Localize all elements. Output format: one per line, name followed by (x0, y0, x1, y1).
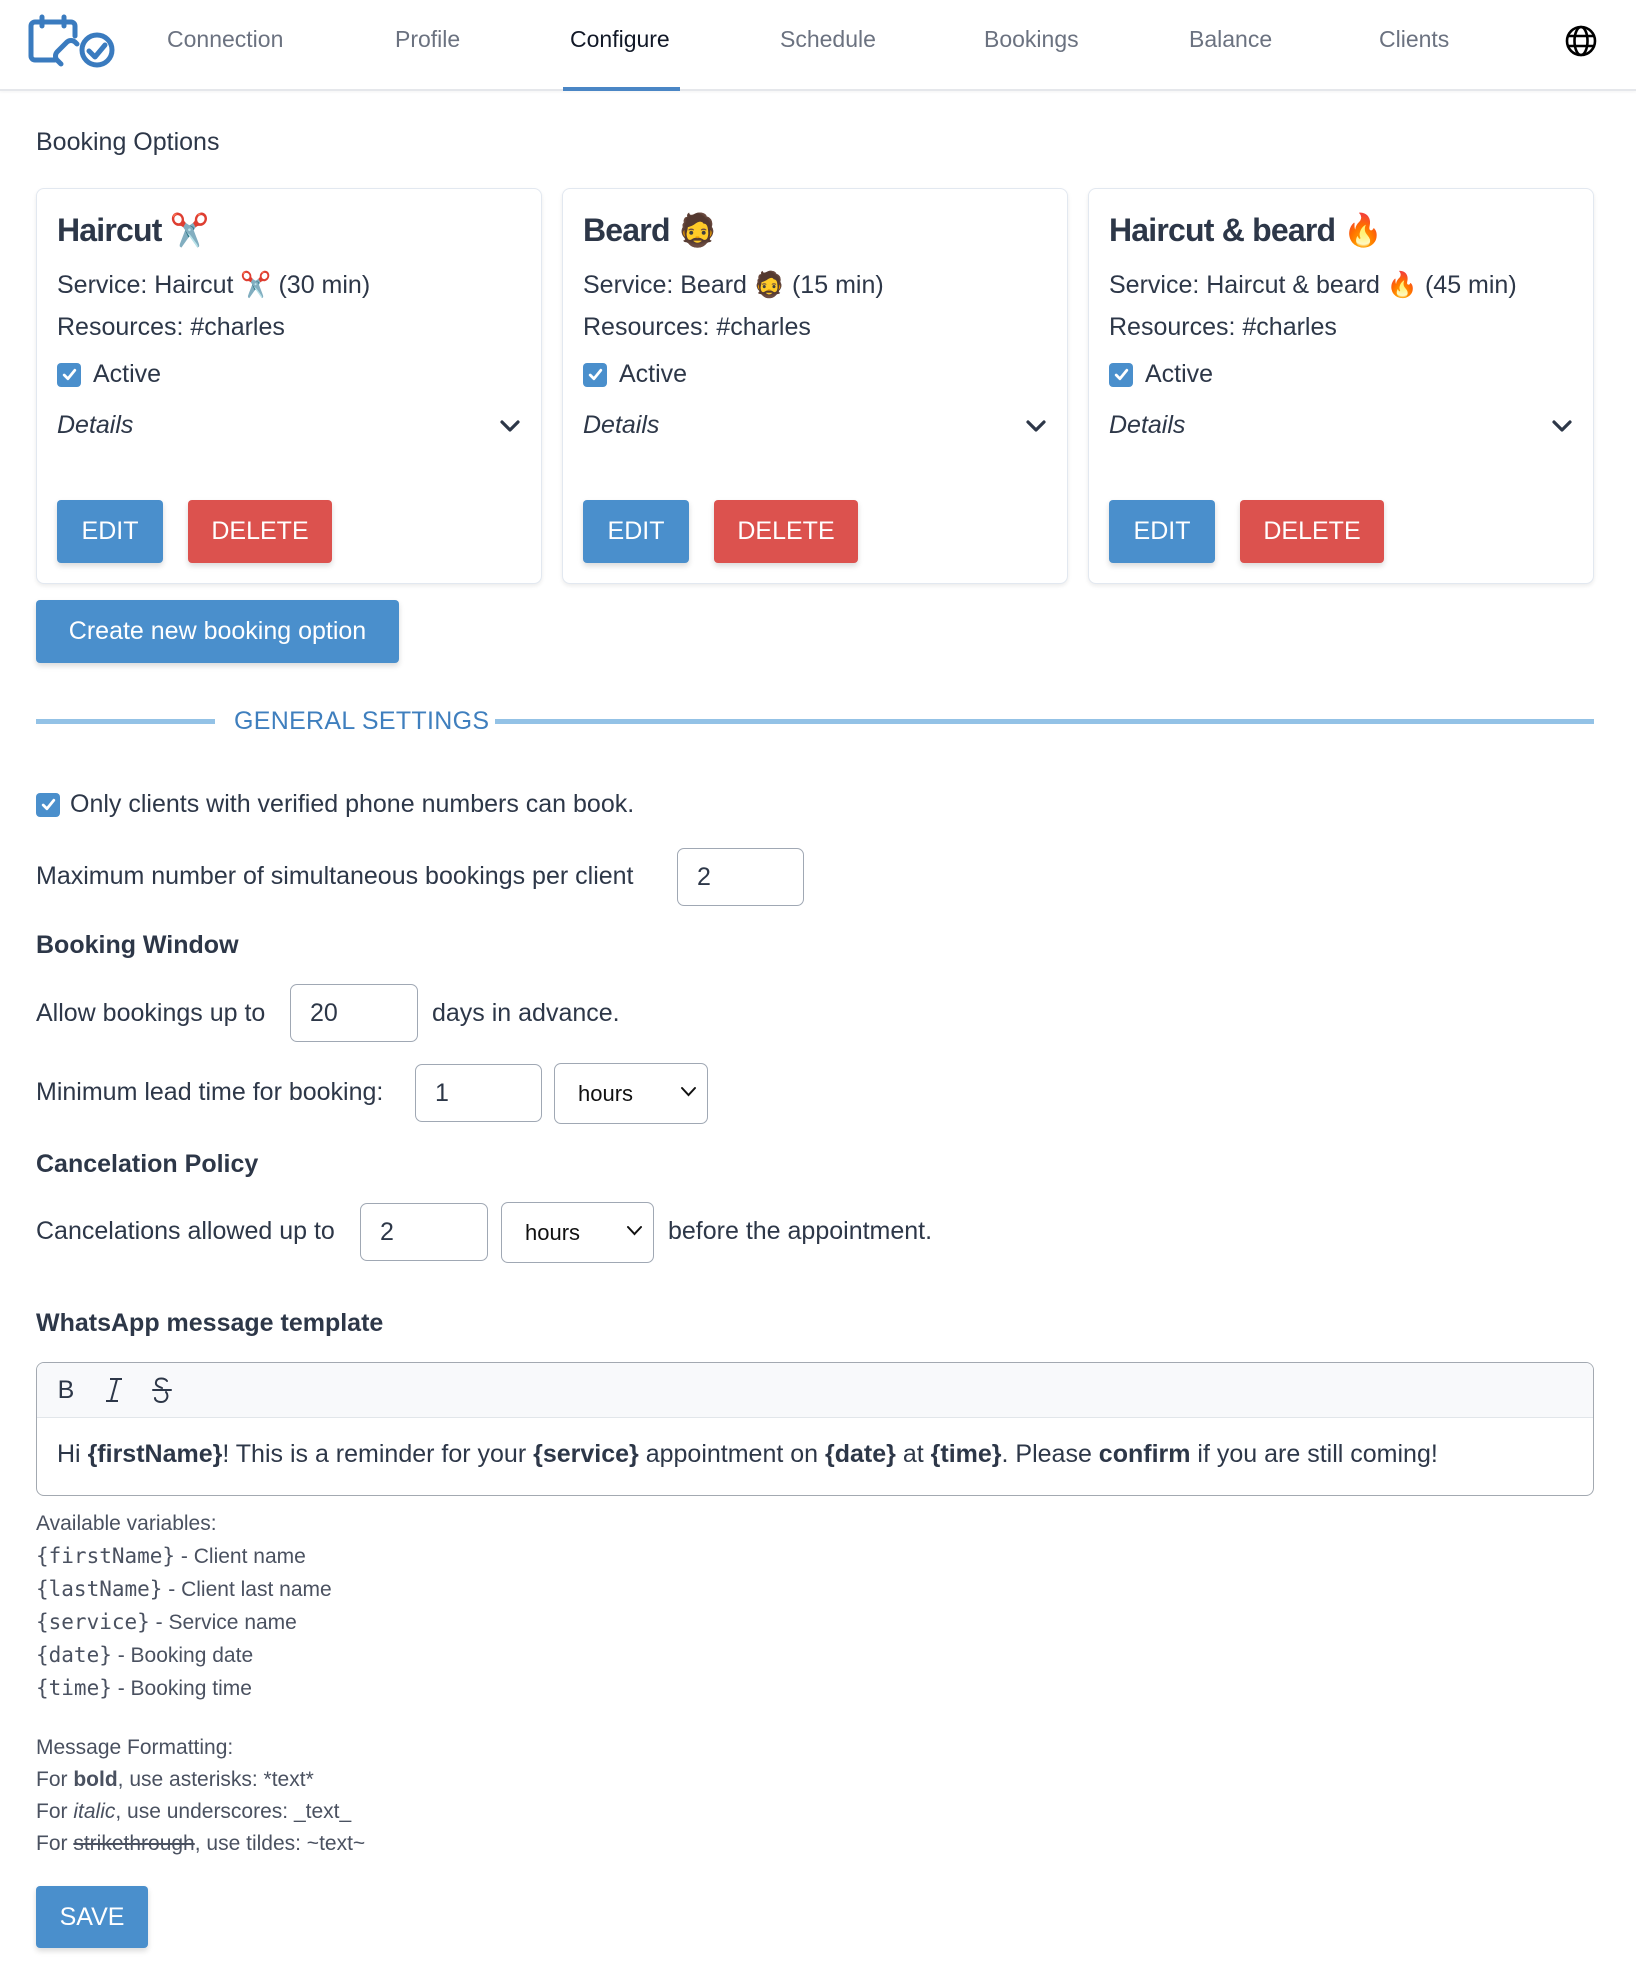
formatting-prefix: For (36, 1832, 74, 1855)
template-variable: {time} (930, 1440, 1002, 1468)
variable-item (36, 1573, 332, 1606)
nav-tab-balance[interactable]: Balance (1189, 26, 1273, 52)
template-text: if you are still coming! (1190, 1440, 1438, 1468)
active-tab-indicator (563, 87, 680, 91)
formatting-item (36, 1764, 365, 1796)
variable-code: {lastName} (36, 1577, 163, 1601)
variable-code: {firstName} (36, 1544, 176, 1568)
details-label: Details (57, 411, 134, 439)
details-expander[interactable] (57, 411, 521, 440)
formatting-example: bold (73, 1768, 118, 1791)
globe-icon[interactable] (1564, 24, 1598, 58)
create-booking-option-button[interactable]: Create new booking option (36, 600, 399, 663)
variables-help (36, 1508, 332, 1705)
active-label: Active (619, 360, 688, 388)
variable-item (36, 1540, 332, 1573)
variable-item (36, 1606, 332, 1639)
variable-item (36, 1672, 332, 1705)
variable-code: {time} (36, 1676, 112, 1700)
formatting-prefix: For (36, 1768, 74, 1791)
card-title: Haircut & beard 🔥 (1109, 212, 1383, 248)
details-label: Details (1109, 411, 1186, 439)
top-nav (0, 0, 1636, 91)
cancelation-prefix: Cancelations allowed up to (36, 1217, 335, 1245)
nav-tab-bookings[interactable]: Bookings (984, 26, 1079, 52)
app-logo-icon[interactable] (27, 14, 117, 68)
variables-title: Available variables: (36, 1512, 217, 1535)
max-bookings-label: Maximum number of simultaneous bookings per client (36, 862, 634, 890)
chevron-down-icon[interactable] (1025, 419, 1047, 433)
formatting-suffix: , use asterisks: *text* (117, 1768, 314, 1791)
cancelation-suffix: before the appointment. (668, 1217, 933, 1245)
details-label: Details (583, 411, 660, 439)
variable-description: - Client last name (162, 1578, 332, 1601)
card-resources: Resources: #charles (583, 313, 811, 341)
edit-button[interactable]: EDIT (583, 500, 689, 563)
message-template-editor (36, 1362, 1594, 1496)
divider-line-right (495, 719, 1594, 724)
active-checkbox[interactable] (57, 363, 81, 387)
whatsapp-template-heading: WhatsApp message template (36, 1309, 384, 1337)
variable-description: - Client name (175, 1545, 306, 1568)
booking-option-card (36, 188, 542, 584)
details-expander[interactable] (583, 411, 1047, 440)
card-resources: Resources: #charles (57, 313, 285, 341)
formatting-help (36, 1732, 365, 1860)
nav-tab-clients[interactable]: Clients (1379, 26, 1450, 52)
verified-only-toggle[interactable] (36, 790, 634, 819)
variable-item (36, 1639, 332, 1672)
edit-button[interactable]: EDIT (57, 500, 163, 563)
formatting-suffix: , use tildes: ~text~ (194, 1832, 366, 1855)
divider-line-left (36, 719, 215, 724)
formatting-prefix: For (36, 1800, 74, 1823)
active-checkbox[interactable] (1109, 363, 1133, 387)
edit-button[interactable]: EDIT (1109, 500, 1215, 563)
strikethrough-button[interactable] (149, 1375, 175, 1405)
lead-time-unit-value: hours (578, 1080, 634, 1106)
chevron-down-icon[interactable] (499, 419, 521, 433)
variable-description: - Service name (149, 1611, 297, 1634)
strikethrough-icon (151, 1376, 173, 1404)
card-title: Haircut ✂️ (57, 212, 209, 248)
variable-code: {service} (36, 1610, 150, 1634)
card-resources: Resources: #charles (1109, 313, 1337, 341)
delete-button[interactable]: DELETE (714, 500, 858, 563)
cancelation-unit-value: hours (525, 1219, 581, 1245)
italic-button[interactable] (101, 1375, 127, 1405)
editor-toolbar (37, 1363, 1593, 1418)
allow-bookings-suffix: days in advance. (432, 999, 620, 1027)
template-text: . Please (1001, 1440, 1099, 1468)
card-service: Service: Beard 🧔 (15 min) (583, 271, 884, 299)
nav-tab-connection[interactable]: Connection (167, 26, 284, 52)
formatting-example: strikethrough (73, 1832, 195, 1855)
variable-code: {date} (36, 1643, 112, 1667)
lead-time-label: Minimum lead time for booking: (36, 1078, 384, 1106)
details-expander[interactable] (1109, 411, 1573, 440)
formatting-title: Message Formatting: (36, 1736, 234, 1759)
cancelation-unit-select[interactable] (501, 1202, 654, 1263)
cancelation-hours-input[interactable]: 2 (360, 1203, 488, 1261)
nav-tab-schedule[interactable]: Schedule (780, 26, 876, 52)
active-toggle[interactable] (1109, 360, 1213, 389)
cancelation-policy-heading: Cancelation Policy (36, 1150, 259, 1178)
allow-bookings-prefix: Allow bookings up to (36, 999, 266, 1027)
template-variable: confirm (1098, 1440, 1191, 1468)
formatting-example: italic (73, 1800, 116, 1823)
chevron-down-icon[interactable] (1551, 419, 1573, 433)
template-text: appointment on (638, 1440, 826, 1468)
template-text: Hi (57, 1440, 88, 1468)
active-label: Active (93, 360, 162, 388)
general-settings-title: GENERAL SETTINGS (234, 707, 490, 735)
chevron-down-icon (680, 1086, 697, 1097)
nav-tab-configure[interactable]: Configure (570, 26, 670, 52)
lead-time-input[interactable]: 1 (415, 1064, 542, 1122)
italic-icon (104, 1377, 124, 1403)
active-checkbox[interactable] (583, 363, 607, 387)
save-button[interactable]: SAVE (36, 1886, 148, 1948)
delete-button[interactable]: DELETE (188, 500, 332, 563)
variable-description: - Booking date (111, 1644, 254, 1667)
bold-icon: B (57, 1375, 75, 1404)
message-template-input[interactable] (37, 1418, 1593, 1491)
max-bookings-input[interactable]: 2 (677, 848, 804, 906)
template-text: at (895, 1440, 931, 1468)
advance-days-input[interactable]: 20 (290, 984, 418, 1042)
active-label: Active (1145, 360, 1214, 388)
active-toggle[interactable] (57, 360, 161, 389)
booking-options-title: Booking Options (36, 128, 220, 156)
template-variable: {firstName} (87, 1440, 223, 1468)
variable-description: - Booking time (111, 1677, 252, 1700)
formatting-item (36, 1796, 365, 1828)
lead-time-unit-select[interactable] (554, 1063, 708, 1124)
card-title: Beard 🧔 (583, 212, 717, 248)
card-service: Service: Haircut & beard 🔥 (45 min) (1109, 271, 1517, 299)
bold-button[interactable] (53, 1375, 79, 1405)
nav-tab-profile[interactable]: Profile (395, 26, 461, 52)
chevron-down-icon (626, 1225, 643, 1236)
delete-button[interactable]: DELETE (1240, 500, 1384, 563)
card-service: Service: Haircut ✂️ (30 min) (57, 271, 371, 299)
verified-only-checkbox[interactable] (36, 793, 60, 817)
formatting-item (36, 1828, 365, 1860)
booking-option-card (1088, 188, 1594, 584)
template-variable: {date} (825, 1440, 896, 1468)
active-toggle[interactable] (583, 360, 687, 389)
formatting-suffix: , use underscores: _text_ (115, 1800, 352, 1823)
booking-window-heading: Booking Window (36, 931, 239, 959)
template-text: ! This is a reminder for your (222, 1440, 534, 1468)
template-variable: {service} (533, 1440, 639, 1468)
verified-only-label: Only clients with verified phone numbers can book. (70, 790, 635, 818)
booking-option-card (562, 188, 1068, 584)
